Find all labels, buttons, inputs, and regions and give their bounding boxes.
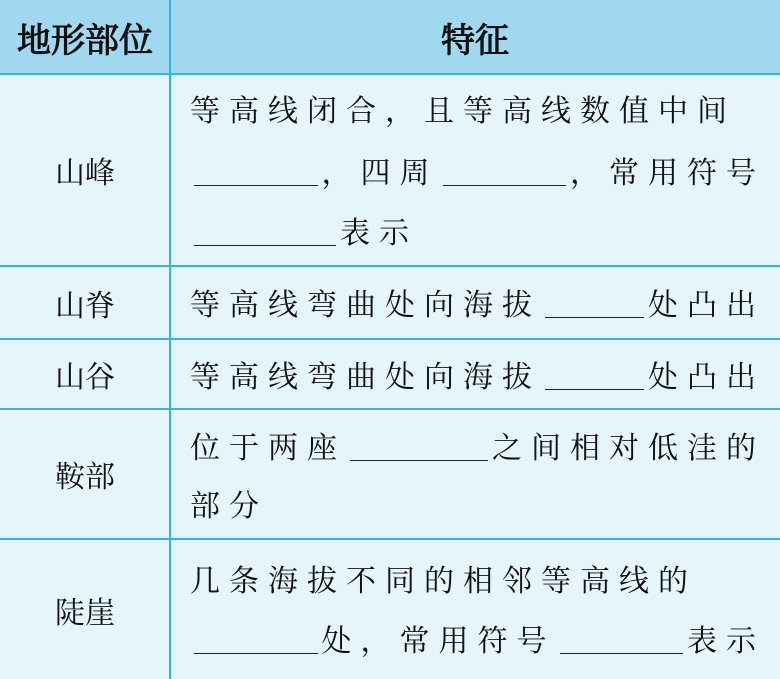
feature-text: ，四周 <box>321 156 439 191</box>
answer-blank[interactable] <box>194 155 318 186</box>
feature-line <box>190 210 765 250</box>
header-terrain-part: 地形部位 <box>17 20 153 61</box>
feature-text: 表示 <box>340 216 418 251</box>
feature-line <box>190 354 765 394</box>
table-header <box>0 0 780 74</box>
answer-blank[interactable] <box>350 430 488 461</box>
feature-saddle <box>190 410 765 538</box>
feature-text: 等高线弯曲处向海拔 <box>190 288 541 323</box>
answer-blank[interactable] <box>443 155 567 186</box>
answer-blank[interactable] <box>545 359 644 390</box>
feature-text: ，常用符号 <box>570 156 765 191</box>
answer-blank[interactable] <box>194 623 318 654</box>
terrain-name-saddle: 鞍部 <box>55 460 115 495</box>
feature-cliff <box>190 540 765 679</box>
terrain-name-peak: 山峰 <box>55 156 115 191</box>
feature-line <box>190 425 765 465</box>
feature-peak <box>190 75 765 265</box>
feature-line <box>190 618 765 658</box>
feature-text: 表示 <box>687 624 765 659</box>
answer-blank[interactable] <box>560 623 684 654</box>
answer-blank[interactable] <box>545 287 644 318</box>
feature-text: 处凸出 <box>648 360 765 395</box>
feature-ridge <box>190 267 765 338</box>
terrain-name-valley: 山谷 <box>55 360 115 395</box>
feature-valley <box>190 340 765 408</box>
feature-text: 几条海拔不同的相邻等高线的 <box>190 564 697 599</box>
feature-text: 处，常用符号 <box>321 624 556 659</box>
terrain-name-cliff: 陡崖 <box>55 595 115 631</box>
feature-line <box>190 282 765 322</box>
feature-text: 等高线弯曲处向海拔 <box>190 360 541 395</box>
feature-text: 等高线闭合，且等高线数值中间 <box>190 94 736 129</box>
answer-blank[interactable] <box>194 215 336 246</box>
feature-text: 部分 <box>190 489 268 524</box>
feature-text: 位于两座 <box>190 431 346 466</box>
feature-text: 处凸出 <box>648 288 765 323</box>
terrain-name-ridge: 山脊 <box>55 288 115 324</box>
feature-text: 之间相对低洼的 <box>492 431 765 466</box>
header-feature: 特征 <box>441 20 509 61</box>
feature-line <box>190 150 765 190</box>
